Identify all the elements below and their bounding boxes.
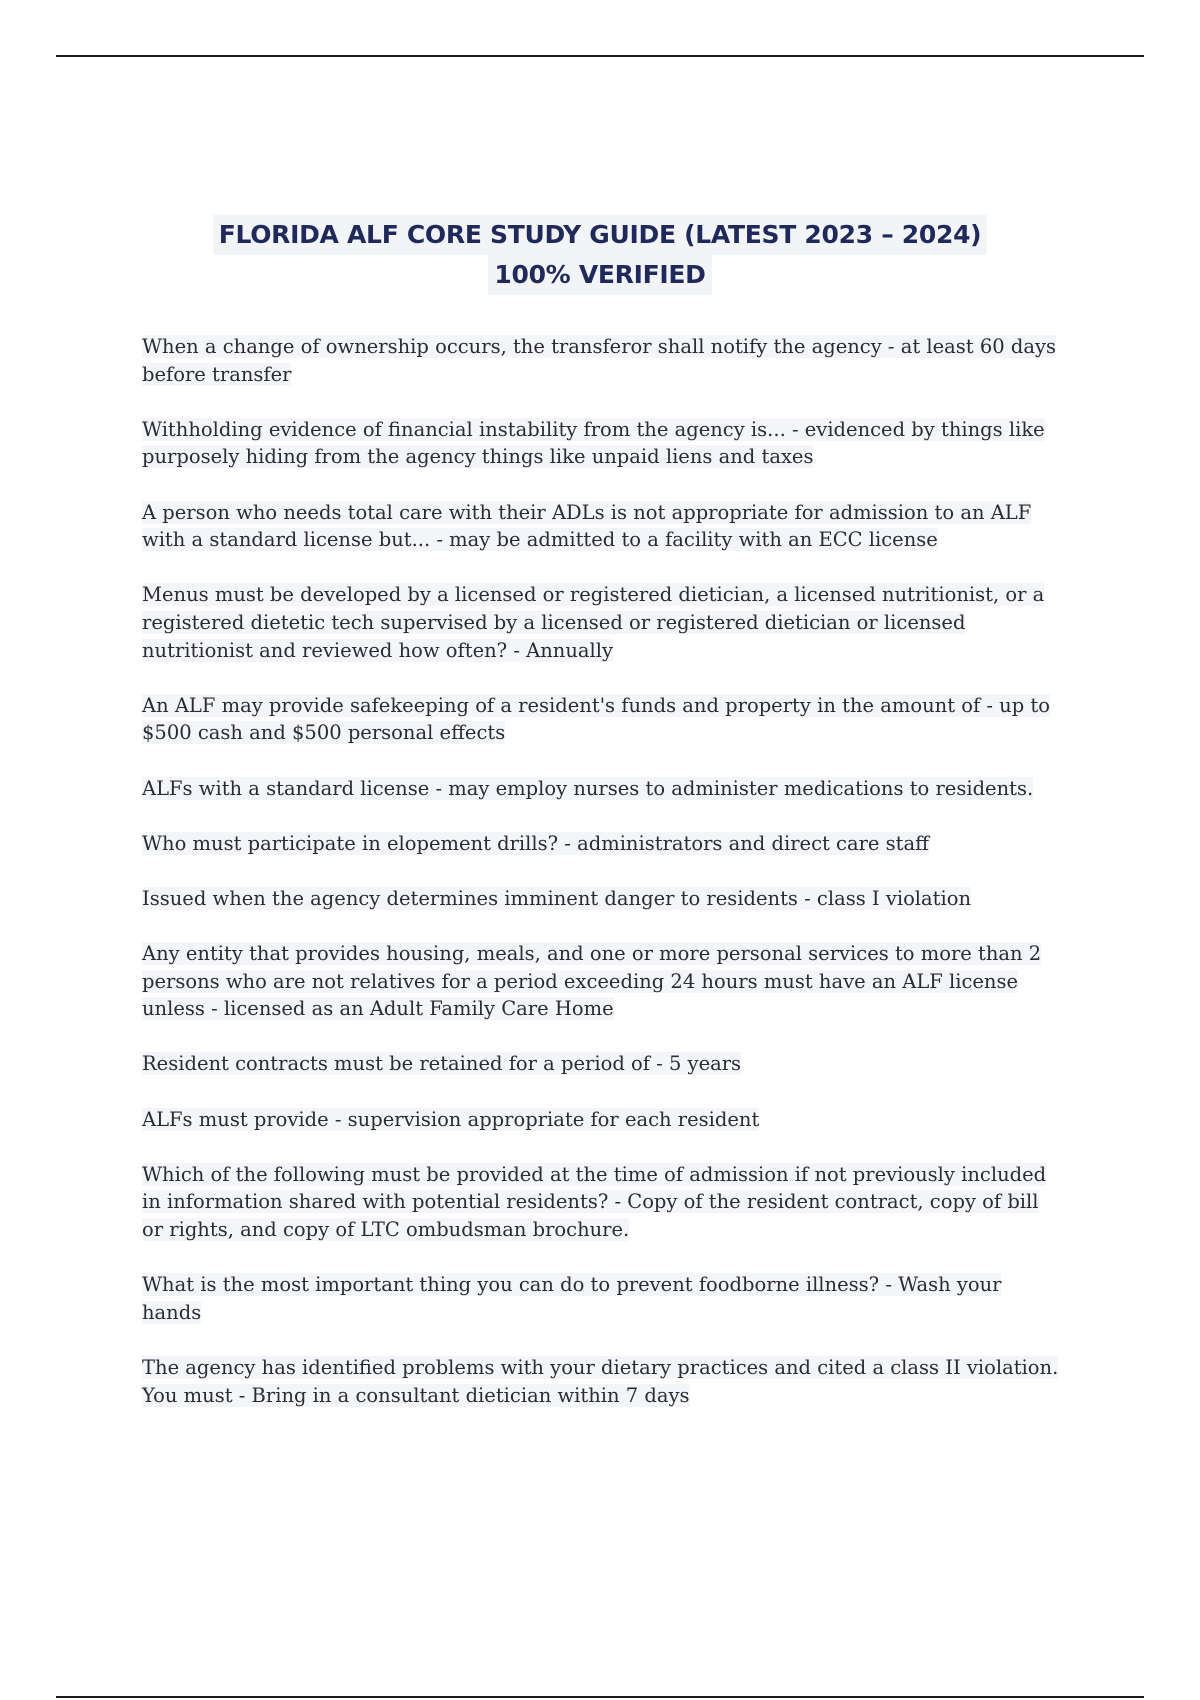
item-text: Any entity that provides housing, meals, and one or more personal services to more than 2 persons who are not relatives for a period exceeding 24 hours must have an ALF license unless - licensed as an Adult Family Care Home xyxy=(142,942,1042,1021)
item-text: When a change of ownership occurs, the transferor shall notify the agency - at least 60 days before transfer xyxy=(142,335,1056,386)
item-text: Issued when the agency determines imminent danger to residents - class I violation xyxy=(142,886,972,910)
list-item xyxy=(142,1106,1062,1134)
item-text: The agency has identified problems with your dietary practices and cited a class II violation. You must - Bring in a consultant dietician within 7 days xyxy=(142,1355,1059,1407)
item-text: Menus must be developed by a licensed or registered dietician, a licensed nutritionist, or a registered dietetic tech supervised by a licensed or registered dietician or licensed nutritionist and reviewed how often? - Annually xyxy=(142,583,1045,662)
list-item xyxy=(142,1354,1062,1409)
list-item xyxy=(142,333,1062,388)
list-item xyxy=(142,1050,1062,1078)
list-item xyxy=(142,692,1062,747)
list-item xyxy=(142,416,1062,471)
item-text: A person who needs total care with their ADLs is not appropriate for admission to an ALF with a standard license but... - may be admitted to a facility with an ECC license xyxy=(142,500,1032,552)
list-item xyxy=(142,940,1062,1023)
list-item xyxy=(142,830,1062,858)
list-item xyxy=(142,1271,1062,1326)
list-item xyxy=(142,1161,1062,1244)
top-rule xyxy=(56,55,1144,57)
item-text: Who must participate in elopement drills? - administrators and direct care staff xyxy=(142,831,929,855)
item-text: Resident contracts must be retained for a period of - 5 years xyxy=(142,1052,742,1076)
list-item xyxy=(142,775,1062,803)
document-title xyxy=(0,215,1200,295)
list-item xyxy=(142,885,1062,913)
list-item xyxy=(142,581,1062,664)
title-line-2: 100% VERIFIED xyxy=(488,255,711,295)
list-item xyxy=(142,499,1062,554)
item-text: ALFs with a standard license - may employ nurses to administer medications to residents. xyxy=(142,776,1034,800)
item-text: Which of the following must be provided at the time of admission if not previously included in information shared with potential residents? - Copy of the resident contract, copy of bill or rights, and copy of LTC ombudsman brochure. xyxy=(142,1162,1047,1241)
item-text: ALFs must provide - supervision appropriate for each resident xyxy=(142,1107,760,1131)
bottom-rule xyxy=(56,1696,1144,1698)
title-line-1: FLORIDA ALF CORE STUDY GUIDE (LATEST 2023 – 2024) xyxy=(213,215,988,255)
item-text: What is the most important thing you can do to prevent foodborne illness? - Wash your hands xyxy=(142,1273,1002,1324)
study-guide-list xyxy=(142,333,1062,1437)
item-text: An ALF may provide safekeeping of a resident's funds and property in the amount of - up to $500 cash and $500 personal effects xyxy=(142,693,1050,745)
item-text: Withholding evidence of financial instability from the agency is... - evidenced by things like purposely hiding from the agency things like unpaid liens and taxes xyxy=(142,417,1045,469)
